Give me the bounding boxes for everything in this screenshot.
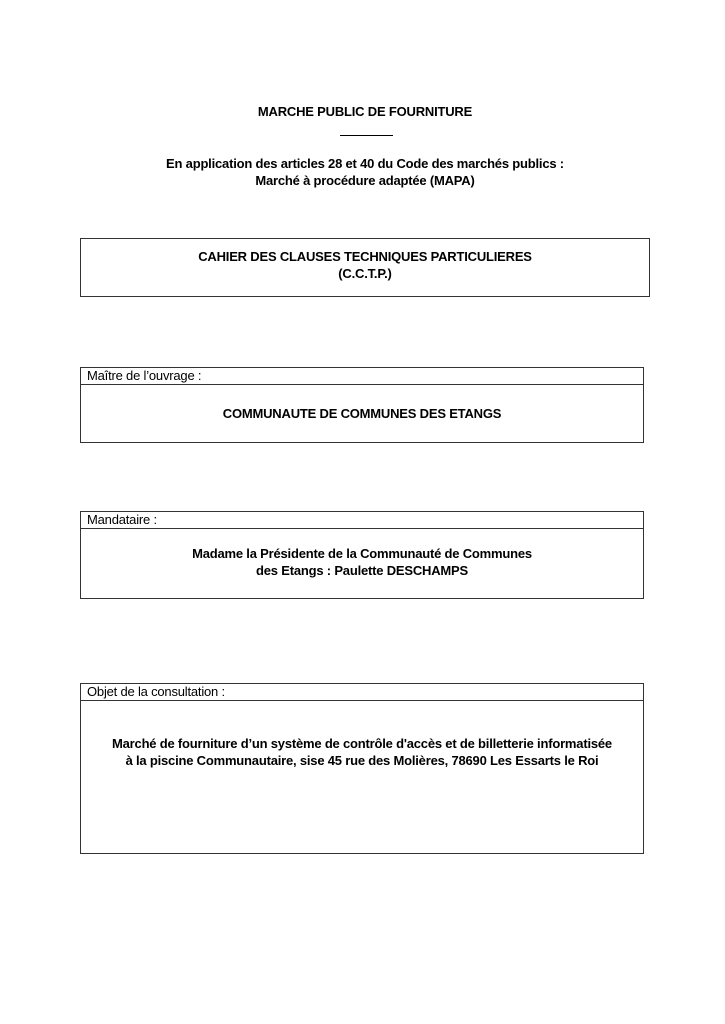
maitre-ouvrage-label: Maître de l’ouvrage : — [81, 368, 643, 385]
mandataire-line-1: Madame la Présidente de la Communauté de Communes — [192, 546, 532, 561]
application-statement — [0, 155, 725, 189]
maitre-ouvrage-box — [80, 367, 644, 443]
document-title: MARCHE PUBLIC DE FOURNITURE — [257, 104, 473, 119]
title-underline-rule — [340, 135, 393, 136]
mandataire-value — [81, 545, 643, 579]
cctp-line-1: CAHIER DES CLAUSES TECHNIQUES PARTICULIERES — [198, 249, 532, 264]
cctp-line-2: (C.C.T.P.) — [338, 266, 392, 281]
cctp-box — [80, 238, 650, 297]
application-line-1: En application des articles 28 et 40 du Code des marchés publics : — [166, 156, 564, 171]
mandataire-label: Mandataire : — [81, 512, 643, 529]
mandataire-box — [80, 511, 644, 599]
maitre-ouvrage-value: COMMUNAUTE DE COMMUNES DES ETANGS — [222, 406, 502, 421]
objet-consultation-label: Objet de la consultation : — [81, 684, 643, 701]
mandataire-line-2: des Etangs : Paulette DESCHAMPS — [256, 563, 468, 578]
objet-consultation-box — [80, 683, 644, 854]
objet-consultation-value — [81, 735, 643, 769]
objet-line-2: à la piscine Communautaire, sise 45 rue des Molières, 78690 Les Essarts le Roi — [125, 753, 599, 768]
objet-line-1: Marché de fourniture d’un système de contrôle d'accès et de billetterie informatisée — [112, 736, 612, 751]
application-line-2: Marché à procédure adaptée (MAPA) — [255, 173, 475, 188]
cctp-heading — [81, 248, 649, 282]
